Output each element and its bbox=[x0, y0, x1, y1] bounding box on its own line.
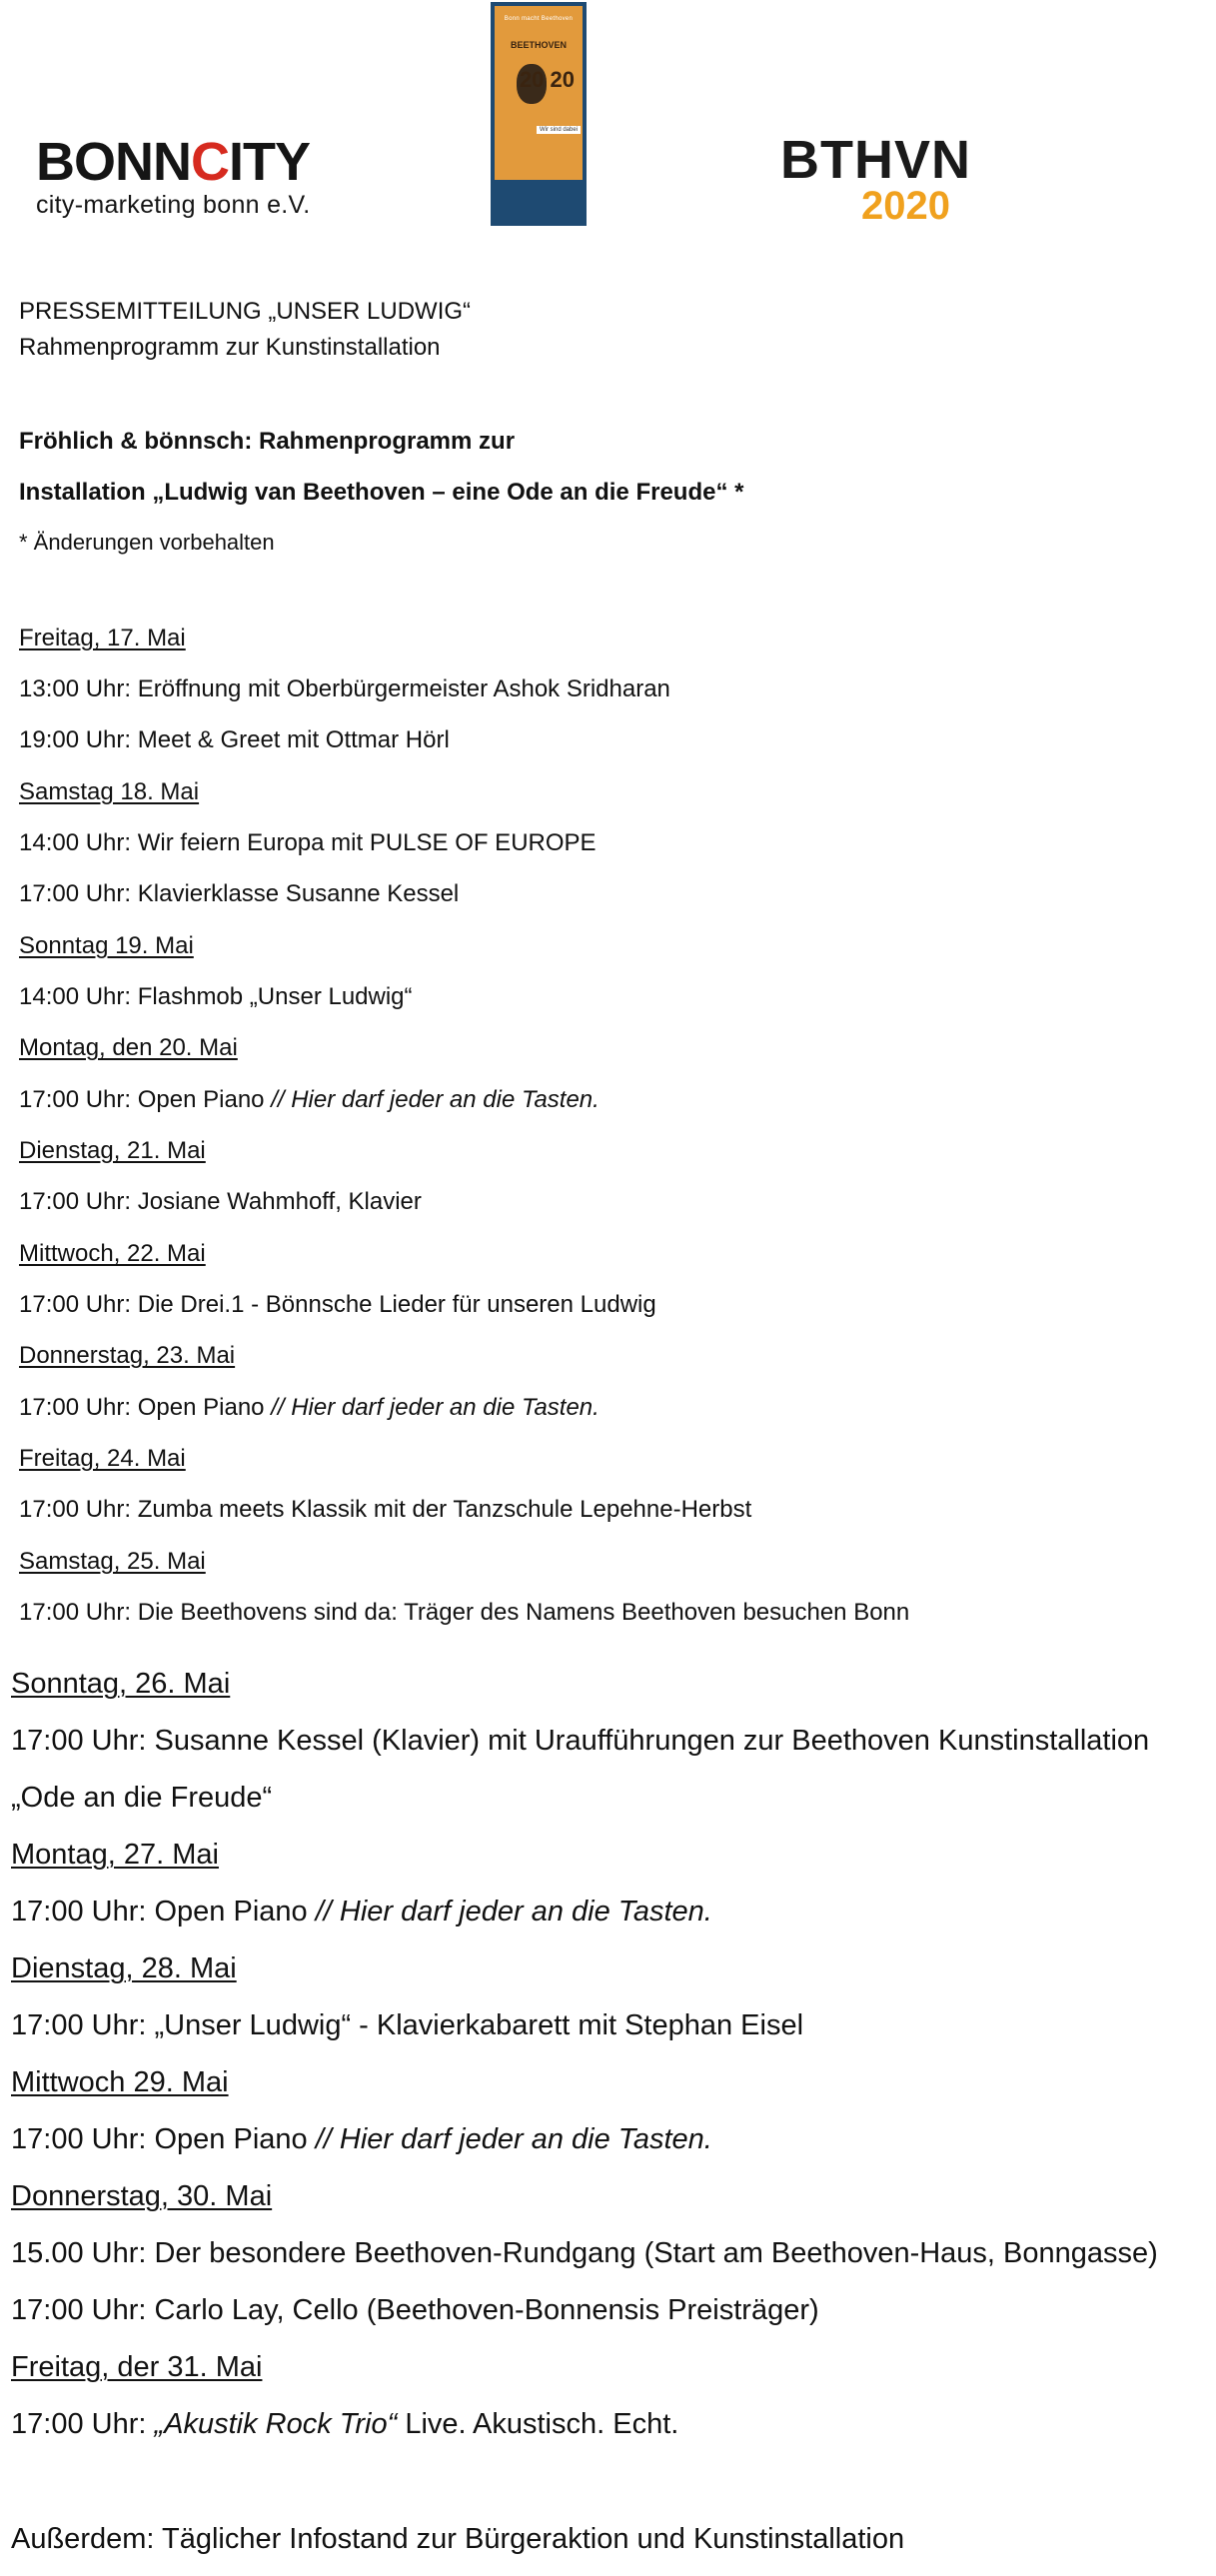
event-time: 14:00 Uhr: bbox=[19, 983, 132, 1010]
title-line-2: Installation „Ludwig van Beethoven – eine Ode an die Freude“ * bbox=[19, 479, 744, 506]
bonncity-logo bbox=[36, 132, 311, 220]
event-time: 13:00 Uhr: bbox=[19, 675, 132, 702]
event-text: Klavierklasse Susanne Kessel bbox=[137, 880, 460, 907]
event-text: Live. Akustisch. Echt. bbox=[405, 2408, 679, 2440]
event-text: BONN bbox=[36, 132, 191, 192]
logo-bar bbox=[0, 0, 1216, 235]
event-text: Zumba meets Klassik mit der Tanzschule Lepehne-Herbst bbox=[137, 1496, 752, 1523]
event-time: 17:00 Uhr: bbox=[11, 1725, 147, 1757]
schedule-date: Montag, den 20. Mai bbox=[19, 1034, 238, 1061]
event-text: // Hier darf jeder an die Tasten. bbox=[315, 1896, 712, 1928]
changes-note: * Änderungen vorbehalten bbox=[19, 530, 275, 555]
bonncity-wordmark bbox=[36, 132, 311, 192]
event-text: Josiane Wahmhoff, Klavier bbox=[137, 1188, 422, 1215]
schedule-event bbox=[19, 1086, 600, 1115]
schedule-event bbox=[19, 983, 413, 1012]
schedule-date: Mittwoch, 22. Mai bbox=[19, 1240, 206, 1267]
schedule-event bbox=[19, 1291, 656, 1320]
event-time: 17:00 Uhr: bbox=[11, 1896, 147, 1928]
event-text: // Hier darf jeder an die Tasten. bbox=[271, 1394, 600, 1421]
schedule-event bbox=[11, 2236, 1158, 2271]
event-text: „Akustik Rock Trio“ bbox=[154, 2408, 398, 2440]
event-time: 17:00 Uhr: bbox=[11, 2009, 147, 2041]
schedule-date: Sonntag, 26. Mai bbox=[11, 1668, 231, 1700]
event-text: Open Piano bbox=[154, 1896, 308, 1928]
schedule-event bbox=[19, 726, 450, 755]
event-time: 17:00 Uhr: bbox=[11, 2294, 147, 2326]
event-text: Flashmob „Unser Ludwig“ bbox=[137, 983, 413, 1010]
schedule-date: Freitag, 24. Mai bbox=[19, 1445, 186, 1472]
schedule-event bbox=[19, 1496, 751, 1525]
schedule-event bbox=[19, 880, 459, 909]
event-time: 17:00 Uhr: bbox=[11, 2408, 147, 2440]
schedule-date: Samstag 18. Mai bbox=[19, 778, 200, 805]
schedule-date: Freitag, der 31. Mai bbox=[11, 2351, 263, 2383]
schedule-date: Samstag, 25. Mai bbox=[19, 1548, 206, 1575]
event-text: Wir feiern Europa mit PULSE OF EUROPE bbox=[137, 829, 597, 856]
schedule-event bbox=[19, 675, 670, 704]
schedule-event bbox=[11, 2293, 819, 2328]
event-text: C bbox=[191, 132, 229, 192]
event-text: Open Piano bbox=[137, 1394, 265, 1421]
schedule-date: Montag, 27. Mai bbox=[11, 1839, 219, 1871]
schedule-event bbox=[11, 1724, 1149, 1759]
event-text: Die Drei.1 - Bönnsche Lieder für unseren Ludwig bbox=[137, 1291, 656, 1318]
schedule-date: Sonntag 19. Mai bbox=[19, 932, 194, 959]
event-text: „Unser Ludwig“ - Klavierkabarett mit Stephan Eisel bbox=[154, 2009, 804, 2041]
event-text: Open Piano bbox=[137, 1086, 265, 1113]
event-text: ITY bbox=[229, 132, 311, 192]
event-text: Susanne Kessel (Klavier) mit Uraufführungen zur Beethoven Kunstinstallation bbox=[154, 1725, 1150, 1757]
press-release-heading: PRESSEMITTEILUNG „UNSER LUDWIG“ bbox=[19, 298, 472, 325]
event-time: 17:00 Uhr: bbox=[19, 1188, 132, 1215]
event-time: 17:00 Uhr: bbox=[19, 1086, 132, 1113]
schedule-event bbox=[19, 1188, 422, 1217]
schedule-date: Mittwoch 29. Mai bbox=[11, 2066, 229, 2098]
event-text: Carlo Lay, Cello (Beethoven-Bonnensis Preisträger) bbox=[154, 2294, 819, 2326]
schedule-date: Donnerstag, 23. Mai bbox=[19, 1342, 236, 1369]
schedule-event bbox=[11, 2122, 712, 2157]
event-text: // Hier darf jeder an die Tasten. bbox=[271, 1086, 600, 1113]
bonncity-tagline: city-marketing bonn e.V. bbox=[36, 191, 311, 219]
footer-note: Außerdem: Täglicher Infostand zur Bürgeraktion und Kunstinstallation bbox=[11, 2523, 905, 2555]
schedule-date: Dienstag, 21. Mai bbox=[19, 1137, 206, 1164]
beethoven-2020-poster-image: Bonn macht Beethoven BEETHOVEN 20 20 Wir sind dabei bbox=[491, 2, 587, 226]
event-time: 17:00 Uhr: bbox=[19, 1394, 132, 1421]
event-time: 17:00 Uhr: bbox=[11, 2123, 147, 2155]
schedule-date: Dienstag, 28. Mai bbox=[11, 1952, 237, 1984]
event-time: 14:00 Uhr: bbox=[19, 829, 132, 856]
event-text: // Hier darf jeder an die Tasten. bbox=[315, 2123, 712, 2155]
schedule-event bbox=[11, 2407, 678, 2442]
schedule-event bbox=[19, 1599, 909, 1628]
event-time: 17:00 Uhr: bbox=[19, 880, 132, 907]
event-text: Der besondere Beethoven-Rundgang (Start am Beethoven-Haus, Bonngasse) bbox=[154, 2237, 1158, 2269]
schedule-date: Freitag, 17. Mai bbox=[19, 625, 186, 651]
schedule-event-continued: „Ode an die Freude“ bbox=[11, 1782, 273, 1814]
event-text: Die Beethovens sind da: Träger des Namens Beethoven besuchen Bonn bbox=[137, 1599, 910, 1626]
schedule-event bbox=[19, 1394, 600, 1423]
bthvn2020-logo: BTHVN 2020 bbox=[780, 130, 971, 228]
event-time: 17:00 Uhr: bbox=[19, 1291, 132, 1318]
event-text: Eröffnung mit Oberbürgermeister Ashok Sridharan bbox=[137, 675, 670, 702]
schedule-event bbox=[19, 829, 597, 858]
event-time: 17:00 Uhr: bbox=[19, 1496, 132, 1523]
event-time: 19:00 Uhr: bbox=[19, 726, 132, 753]
event-time: 17:00 Uhr: bbox=[19, 1599, 132, 1626]
schedule-event bbox=[11, 1895, 712, 1930]
event-text: Open Piano bbox=[154, 2123, 308, 2155]
title-line-1: Fröhlich & bönnsch: Rahmenprogramm zur bbox=[19, 428, 516, 455]
press-release-subheading: Rahmenprogramm zur Kunstinstallation bbox=[19, 334, 441, 361]
event-text: Meet & Greet mit Ottmar Hörl bbox=[137, 726, 450, 753]
event-time: 15.00 Uhr: bbox=[11, 2237, 147, 2269]
schedule-date: Donnerstag, 30. Mai bbox=[11, 2180, 273, 2212]
schedule-event bbox=[11, 2008, 803, 2043]
